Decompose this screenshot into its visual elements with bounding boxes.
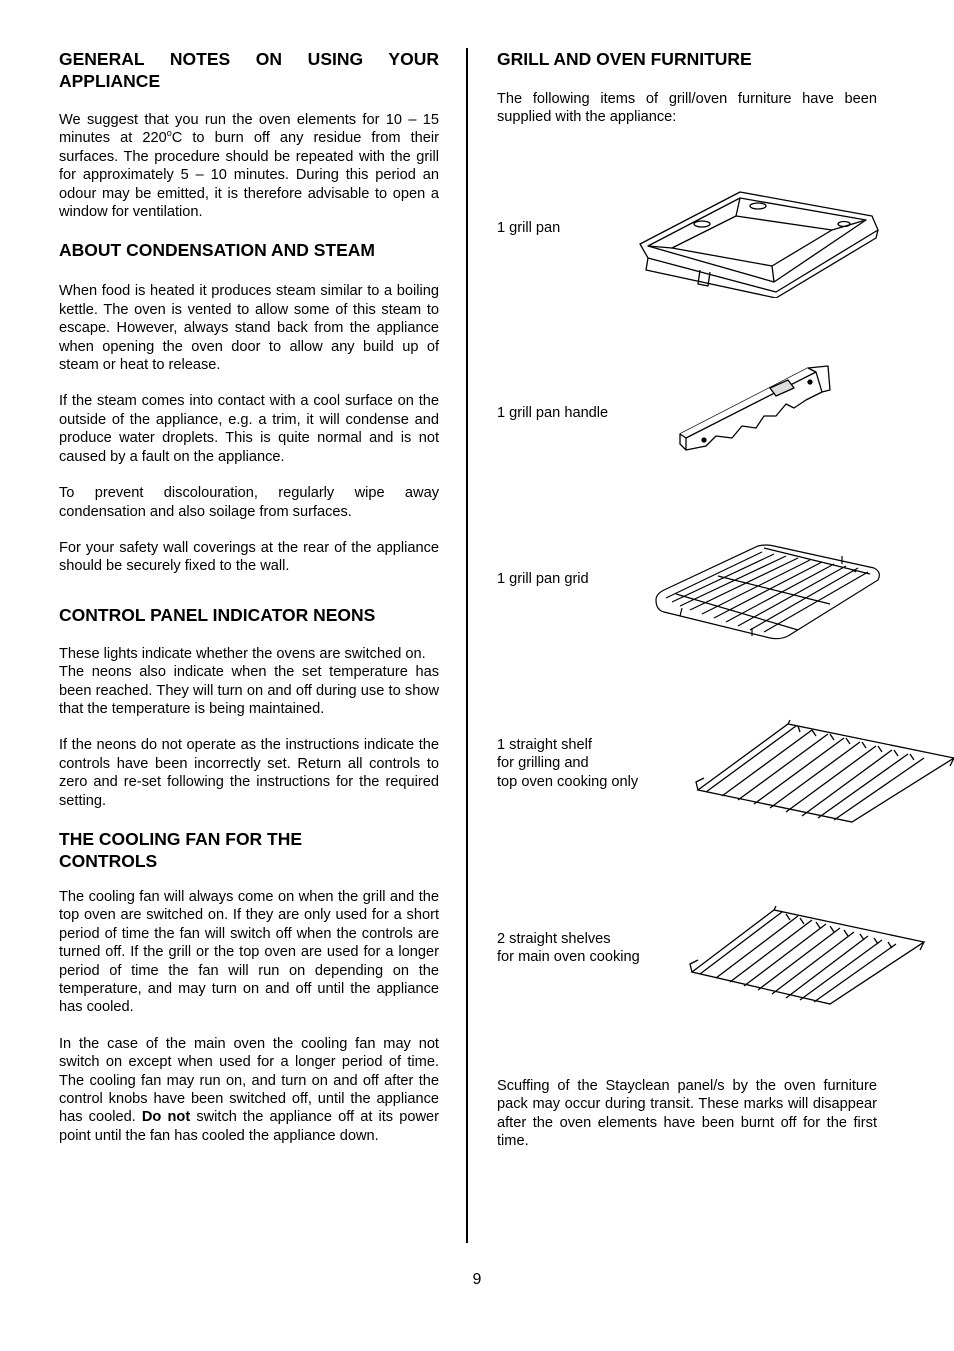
straight-shelf-label: 1 straight shelf for grilling and top oven cooking only [497,737,639,790]
grill-pan-handle-icon [676,360,836,456]
page-number: 9 [472,1271,482,1288]
condensation-paragraph-3: To prevent discolouration, regularly wipe away condensation and also soilage from surfaces. [59,485,439,520]
grill-pan-label: 1 grill pan [497,220,561,236]
neons-paragraph-3: If the neons do not operate as the instructions indicate the controls have been incorrectly set. Return all controls to zero and re-set following the instructions for the required setting. [59,737,439,809]
stayclean-note: Scuffing of the Stayclean panel/s by the oven furniture pack may occur during transit. These marks will disappear after the oven elements have been burnt off for the first time. [497,1078,877,1150]
furniture-heading: GRILL AND OVEN FURNITURE [497,49,752,69]
do-not-emphasis: Do not [141,1109,191,1126]
furniture-intro: The following items of grill/oven furniture have been supplied with the appliance: [497,91,877,126]
grill-pan-grid-label: 1 grill pan grid [497,571,589,587]
condensation-heading: ABOUT CONDENSATION AND STEAM [59,240,375,261]
neons-paragraph-2: The neons also indicate when the set temperature has been reached. They will turn on and off during use to show that the temperature is being maintained. [59,664,439,717]
condensation-paragraph-1: When food is heated it produces steam similar to a boiling kettle. The oven is vented to allow some of this steam to escape. However, always stand back from the appliance when opening the oven door to allow any build up of steam or heat to release. [59,283,439,374]
left-column [59,48,439,1145]
general-notes-heading: GENERAL NOTES ON USING YOUR APPLIANCE [59,49,439,91]
grill-pan-handle-label: 1 grill pan handle [497,405,609,421]
grill-pan-grid-icon [652,542,884,642]
cooling-fan-paragraph-1: The cooling fan will always come on when the grill and the top oven are switched on. If they are only used for a short period of time the fan will switch off when the controls are turned off. If the grill or the top oven are used for a longer period of time the fan will run on depending on the temperature, and may turn on and off until the appliance has cooled. [59,888,439,1016]
condensation-paragraph-4: For your safety wall coverings at the rear of the appliance should be securely fixed to the wall. [59,539,439,575]
cooling-fan-heading: THE COOLING FAN FOR THE CONTROLS [59,828,303,871]
straight-shelves-label: 2 straight shelves for main oven cooking [497,931,640,966]
neons-heading: CONTROL PANEL INDICATOR NEONS [59,604,376,625]
right-column [497,48,877,127]
straight-shelf-icon [692,718,954,830]
general-notes-paragraph: We suggest that you run the oven elements for 10 – 15 minutes at 220$^o$C to burn off any residue from their surfaces. The procedure should be repeated with the grill for approximately 5 – 10 minutes. During this period an odour may be emitted, it is therefore advisable to open a window for ventilation. [59,112,439,221]
degree-symbol: o [166,128,172,139]
column-divider [466,48,468,1243]
grill-pan-icon [636,186,884,298]
condensation-paragraph-2: If the steam comes into contact with a cool surface on the outside of the appliance, e.g. a trim, it will condense and produce water droplets. This is quite normal and is not caused by a fault on the appliance. [59,393,439,465]
cooling-fan-paragraph-2: In the case of the main oven the cooling fan may not switch on except when used for a longer period of time. The cooling fan may run on, and turn on and off after the control knobs have been switched off, until the appliance has cooled. Do not switch the appliance off at its power point until the fan has cooled the appliance down. [59,1035,440,1144]
straight-shelves-icon [688,904,928,1012]
neons-paragraph-1: These lights indicate whether the ovens are switched on. [59,645,426,662]
